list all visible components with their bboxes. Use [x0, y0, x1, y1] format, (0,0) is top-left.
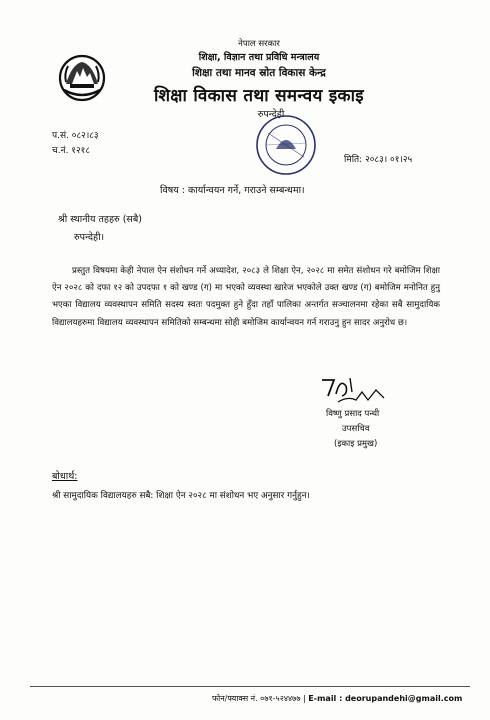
signatory-post: उपसचिव: [342, 424, 370, 434]
header-government: नेपाल सरकार: [238, 39, 280, 49]
header-district: रुपन्देही: [257, 109, 285, 120]
reference-number: प.सं. ०८२।८३: [52, 131, 99, 141]
footer-divider: [30, 686, 470, 687]
footer-contact: [212, 693, 462, 704]
handwritten-signature: [318, 372, 390, 408]
header-ministry: शिक्षा, विज्ञान तथा प्रविधि मन्त्रालय: [198, 52, 320, 63]
header-office-name: शिक्षा विकास तथा समन्वय इकाइ: [154, 86, 364, 106]
letter-subject: विषय : कार्यान्वयन गर्ने, गराउने सम्बन्धमा।: [160, 185, 305, 196]
addressee-place: रुपन्देही।: [74, 232, 105, 243]
header-center: शिक्षा तथा मानव स्रोत विकास केन्द्र: [192, 67, 326, 79]
footer-phone: फोन/फ्याक्स नं. ०७१-५२४४७७ |: [212, 694, 309, 703]
letter-body: प्रस्तुत विषयमा केही नेपाल ऐन संशोधन गर्ने अध्यादेश, २०८३ ले शिक्षा ऐन, २०२८ मा समेत संशोधन गरे बमोजिम शिक्षा ऐन २०२८ को दफा १२ को उपदफा १ को खण्ड (ग) मा भएको व्यवस्था खारेज भएकोले उक्त खण्ड (ग) बमोजिम मनोनित हुनु भएका विद्यालय व्यवस्थापन समिति सदस्य स्वतः पदमुक्त हुने हुँदा तहाँ पालिका अन्तर्गत सञ्चालनमा रहेका सबै सामुदायिक विद्यालयहरुमा विद्यालय व्यवस्थापन समितिको सम्बन्धमा सोही बमोजिम कार्यान्वयन गर्न गराउनु हुन सादर अनुरोध छ।: [52, 266, 440, 328]
cc-text: श्री सामुदायिक विद्यालयहरु सबै: शिक्षा ऐन २०२८ मा संशोधन भए अनुसार गर्नुहुन।: [52, 491, 310, 501]
dispatch-number: च.नं. १२१८: [52, 146, 91, 156]
signatory-role: (इकाइ प्रमुख): [334, 439, 378, 449]
cc-label: बोधार्थ:: [52, 471, 78, 482]
office-stamp: [254, 113, 318, 177]
addressee: श्री स्थानीय तहहरु (सबै): [58, 214, 142, 225]
footer-email: E-mail : deorupandehi@gmail.com: [308, 694, 463, 703]
letter-date: मिति: २०८३। ०१।२५: [344, 155, 413, 165]
signatory-name: विष्णु प्रसाद पन्थी: [326, 409, 380, 419]
